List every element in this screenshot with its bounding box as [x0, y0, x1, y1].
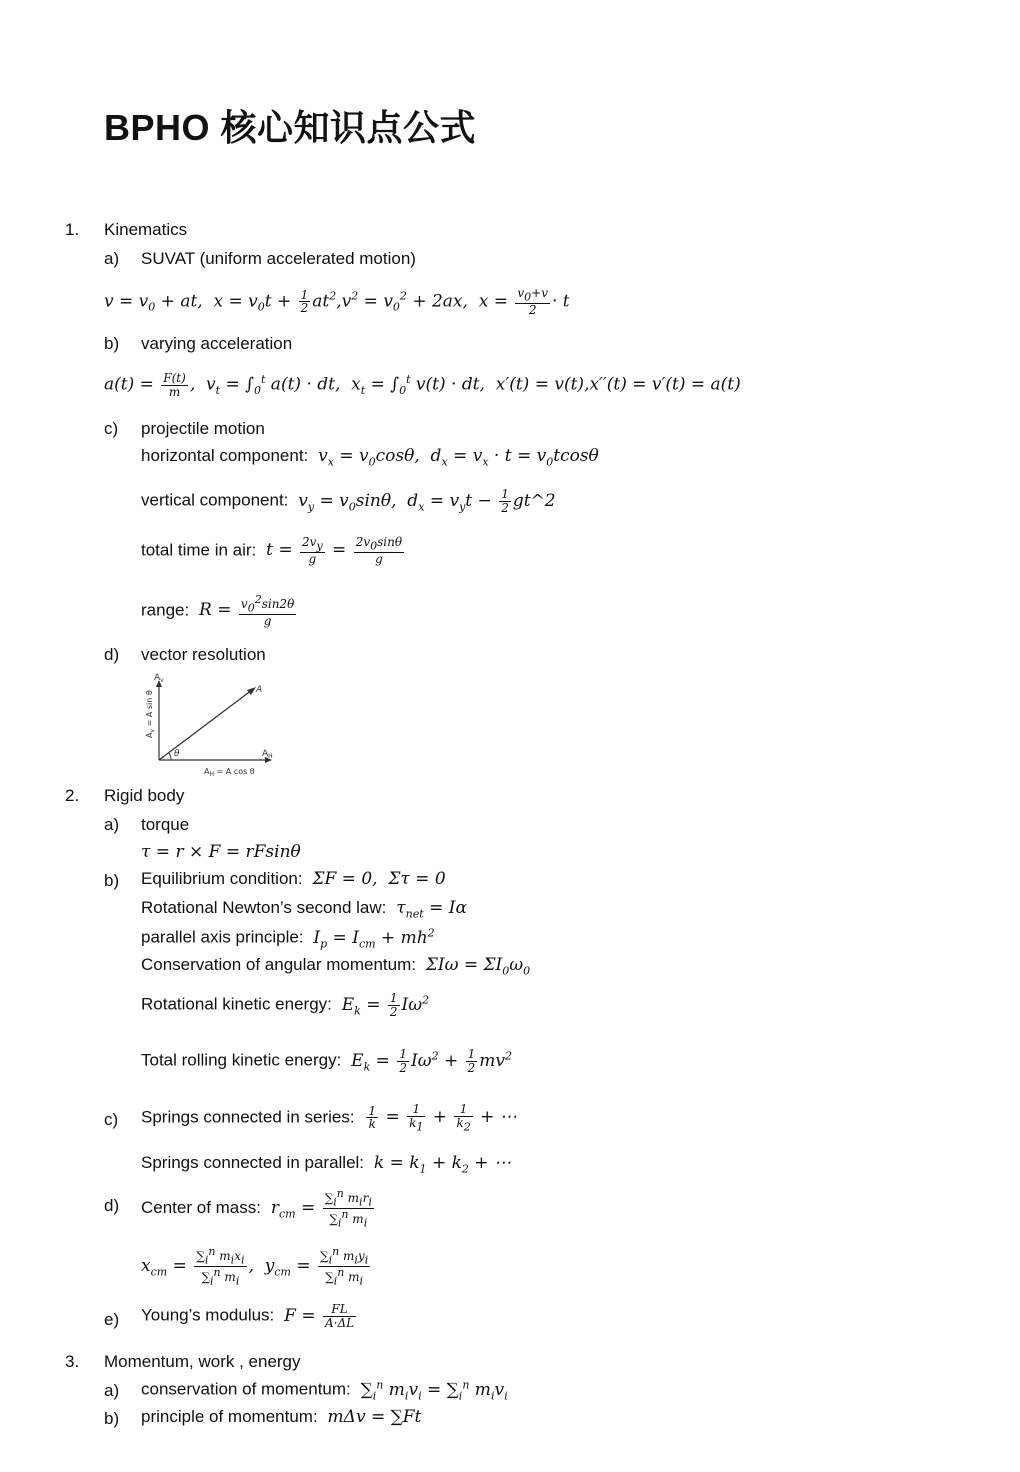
formula-equilibrium: ΣF = 0, Στ = 0 [307, 869, 446, 889]
item-label: d) [104, 645, 120, 664]
formula-label: horizontal component: [141, 446, 309, 465]
formula-total-time: t = $\frac{2v_y}{g}$ = $\frac{2v_0\sin\theta}{g}$ [260, 535, 403, 566]
angle-arc [169, 753, 171, 760]
item-label: a) [104, 815, 120, 834]
formula-label: vertical component: [141, 490, 289, 510]
formula-varying-acceleration: a(t) = $\frac{F(t)}{m}$ , $v_t = \int_0^t$ a(t) · dt, $x_t = \int_0^t$ v(t) · dt, x′(t) = v(t),x′′(t) = v′(t) = a(t) [104, 371, 741, 399]
formula-conservation-momentum: $\sum_i^n$ $m_iv_i = \sum_i^n$ $m_iv_i$ [355, 1378, 508, 1403]
theta-label: θ [174, 749, 180, 759]
formula-label: Springs connected in parallel: [141, 1153, 365, 1172]
item-label: b) [104, 334, 120, 353]
formula-label: Conservation of angular momentum: [141, 955, 416, 974]
formula-label: Total rolling kinetic energy: [141, 1050, 342, 1070]
vector-resolution-diagram [140, 672, 280, 780]
principle-momentum-row [141, 1407, 421, 1427]
formula-parallel-axis: $I_p = I_{cm} + mh^2$ [307, 926, 435, 951]
horizontal-component-label: $A_H = A$ cos θ [204, 767, 255, 778]
formula-rotational-ke: $E_k$ = $\frac{1}{2}$ $I\omega^2$ [336, 991, 430, 1019]
equilibrium-row [141, 869, 446, 889]
section-number: 3. [65, 1352, 80, 1371]
vertical-component-label: $A_v = A$ sin θ [145, 690, 156, 738]
formula-range: R = $\frac{v_0^2\sin 2\theta}{g}$ [193, 593, 295, 628]
formula-label: Rotational kinetic energy: [141, 994, 332, 1014]
item-text: torque [141, 815, 190, 834]
item-label: a) [104, 1381, 120, 1400]
formula-center-of-mass-components: $x_{cm}$ = $\sum_i^n$ $m_ix_i$ $\sum_i^n$ $m_i$ , $y_{cm}$ = $\sum_i^n$ $m_iy_i$ $\sum_i^n$ $m_i$ [141, 1245, 369, 1288]
formula-springs-parallel: $k = k_1 + k_2$ + ⋯ [368, 1153, 511, 1176]
formula-label: conservation of momentum: [141, 1379, 351, 1399]
formula-label: Rotational Newton’s second law: [141, 898, 387, 917]
vector-arrow-head [247, 687, 256, 695]
item-label: a) [104, 249, 120, 268]
formula-horizontal: $v_x = v_0\cos\theta$, $d_x = v_x \cdot t = v_0tcos\theta$ [312, 446, 599, 469]
range-row [141, 594, 298, 628]
item-text: SUVAT (uniform accelerated motion) [141, 249, 416, 268]
formula-principle-momentum: mΔv = ∑Ft [322, 1407, 422, 1427]
formula-angular-momentum: $\Sigma I\omega = \Sigma I_0\omega_0$ [420, 955, 531, 978]
formula-springs-series: $\frac{1}{k}$ = $\frac{1}{k_1}$ + $\frac{1}{k_2}$ + ⋯ [368, 1102, 517, 1133]
total-time-row [141, 536, 406, 566]
ah-label: $A_H$ [262, 749, 273, 760]
conservation-momentum-row [141, 1378, 508, 1402]
page-title: BPHO 核心知识点公式 [104, 107, 477, 148]
rotational-ke-row [141, 992, 429, 1018]
a-label: A [256, 685, 263, 695]
rolling-ke-row [141, 1048, 512, 1074]
section-heading: Rigid body [104, 786, 185, 805]
angular-momentum-row [141, 955, 530, 977]
section-heading: Kinematics [104, 220, 188, 239]
section-heading: Momentum, work , energy [104, 1352, 301, 1371]
formula-label: total time in air: [141, 540, 257, 560]
formula-label: range: [141, 600, 190, 620]
formula-label: Center of mass: [141, 1197, 261, 1217]
formula-label: principle of momentum: [141, 1407, 318, 1426]
item-label: d) [104, 1196, 120, 1215]
springs-series-row [141, 1103, 517, 1133]
center-of-mass-row [141, 1188, 376, 1229]
item-text: vector resolution [141, 645, 266, 664]
section-number: 1. [65, 220, 80, 239]
youngs-modulus-row [141, 1303, 358, 1329]
formula-label: Equilibrium condition: [141, 869, 303, 888]
item-label: c) [104, 419, 119, 438]
vector-a [159, 690, 252, 760]
item-label: e) [104, 1310, 120, 1329]
formula-center-of-mass: $r_{cm}$ = $\sum_i^n$ $m_ir_i$ $\sum_i^n$ $m_i$ [265, 1187, 372, 1230]
formula-vertical: $v_y = v_0\sin\theta$, $d_x = v_yt$ − $\frac{1}{2}$ gt^2 [292, 487, 556, 515]
formula-label: Young’s modulus: [141, 1305, 275, 1325]
formula-youngs-modulus: F = $\frac{FL}{A\cdot\Delta L}$ [278, 1302, 355, 1330]
formula-suvat: $v = v_0$ + at, $x = v_0t$ + $\frac{1}{2}$ $at^2,v^2 = v_0^2 + 2ax$, x = $\frac{v_0+v}{2}$ · t [104, 286, 570, 317]
formula-label: Springs connected in series: [141, 1107, 355, 1127]
item-label: c) [104, 1110, 119, 1129]
item-text: projectile motion [141, 419, 265, 438]
springs-parallel-row [141, 1153, 511, 1175]
section-number: 2. [65, 786, 80, 805]
formula-newton: $\tau_{net} = I\alpha$ [390, 898, 467, 921]
formula-label: parallel axis principle: [141, 927, 304, 947]
formula-rolling-ke: $E_k$ = $\frac{1}{2}$ $I\omega^2$ + $\frac{1}{2}$ $mv^2$ [345, 1047, 512, 1075]
parallel-axis-row [141, 926, 435, 950]
item-label: b) [104, 871, 120, 890]
newton-row [141, 898, 467, 920]
formula-torque: τ = r × F = rFsinθ [141, 842, 301, 862]
item-label: b) [104, 1409, 120, 1428]
av-label: $A_v$ [154, 673, 164, 684]
horizontal-component-row [141, 446, 599, 468]
item-text: varying acceleration [141, 334, 293, 353]
vertical-component-row [141, 488, 556, 514]
